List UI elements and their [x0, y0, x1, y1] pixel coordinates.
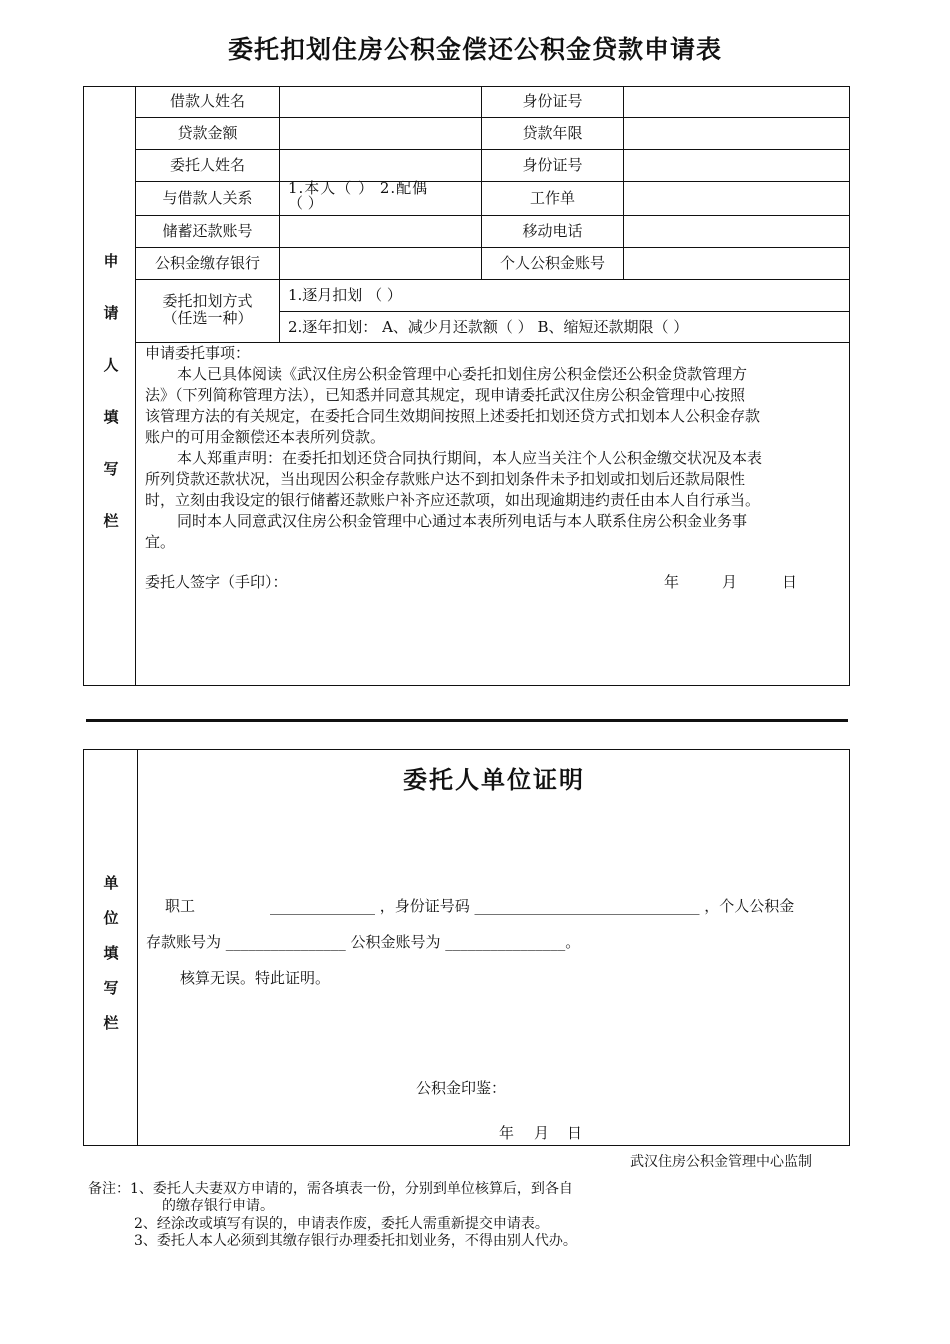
borrower-id-label: 身份证号	[522, 92, 583, 110]
employer-label: 工作单	[529, 189, 575, 207]
fund-account-field[interactable]	[626, 254, 846, 274]
principal-id-field[interactable]	[626, 156, 846, 176]
supervisor-note: 武汉住房公积金管理中心监制	[630, 1154, 812, 1170]
principal-name-label: 委托人姓名	[169, 156, 245, 174]
statement-block: 申请委托事项： 本人已具体阅读《武汉住房公积金管理中心委托扣划住房公积金偿还公积金贷款管理方 法》（下列简称管理方法），已知悉并同意其规定，现申请委托武汉住房公积金管理中心按照 该管理方法的有关规定，在委托合同生效期间按照上述委托扣划还贷方式扣划本人公积金存款 账户的可用金额偿还本表所列贷款。 本人郑重声明：在委托扣划还贷合同执行期间，本人应当关注个人公积金缴交状况及本表 所列贷款还款状况，当出现因公积金存款账户达不到扣划条件未予扣划或扣划后还款局限性 时，立刻由我设定的银行储蓄还款账户补齐应还款项，如出现逾期违约责任由本人自行承当。 同时本人同意武汉住房公积金管理中心通过本表所列电话与本人联系住房公积金业务事 宜。	[145, 343, 845, 553]
borrower-name-field[interactable]	[282, 92, 478, 112]
sign-month-label: 月	[722, 573, 738, 591]
sign-day-label: 日	[782, 573, 798, 591]
deduction-option-monthly[interactable]: 1.逐月扣划 （ ）	[288, 286, 402, 304]
signature-label: 委托人签字（手印）：	[145, 573, 288, 591]
statement-heading: 申请委托事项：	[145, 344, 251, 362]
relationship-label: 与借款人关系	[162, 189, 253, 207]
seal-year-label: 年	[499, 1124, 515, 1142]
mobile-phone-label: 移动电话	[522, 222, 583, 240]
mobile-phone-field[interactable]	[626, 222, 846, 242]
note-1: 备注：1、委托人夫妻双方申请的，需各填表一份，分别到单位核算后，到各自	[88, 1181, 573, 1197]
employer-field[interactable]	[626, 189, 846, 209]
employer-side-label: 单 位 填 写 栏	[103, 874, 119, 1032]
cert-line-accounts[interactable]: 存款账号为 ________________ 公积金账号为 ________________。	[146, 933, 581, 951]
deduction-option-yearly[interactable]: 2.逐年扣划： A、减少月还款额（ ） B、缩短还款期限（ ）	[288, 318, 689, 336]
note-3: 3、委托人本人必须到其缴存银行办理委托扣划业务，不得由别人代办。	[134, 1233, 577, 1249]
note-1-cont: 的缴存银行申请。	[162, 1198, 274, 1214]
seal-label: 公积金印鉴：	[416, 1079, 507, 1097]
borrower-name-label: 借款人姓名	[169, 92, 245, 110]
applicant-side-label: 申 请 人 填 写 栏	[103, 252, 119, 530]
borrower-id-field[interactable]	[626, 92, 846, 112]
employer-cert-title: 委托人单位证明	[403, 766, 585, 794]
cert-line-employee[interactable]: ______________ ，身份证号码 ______________________________ ，个人公积金	[270, 897, 795, 915]
deposit-bank-label: 公积金缴存银行	[154, 254, 260, 272]
section-separator	[86, 719, 848, 722]
seal-month-label: 月	[534, 1124, 550, 1142]
savings-account-field[interactable]	[282, 222, 478, 242]
cert-line-employee-prefix: 职工	[165, 897, 196, 915]
cert-line-verified: 核算无误。特此证明。	[180, 969, 331, 987]
note-2: 2、经涂改或填写有误的，申请表作废，委托人需重新提交申请表。	[134, 1216, 549, 1232]
relationship-options[interactable]: 1.本人（ ） 2.配偶 （ ）	[288, 179, 429, 212]
loan-term-label: 贷款年限	[522, 124, 583, 142]
page-title: 委托扣划住房公积金偿还公积金贷款申请表	[227, 35, 722, 64]
fund-account-label: 个人公积金账号	[499, 254, 605, 272]
loan-amount-field[interactable]	[282, 124, 478, 144]
principal-id-label: 身份证号	[522, 156, 583, 174]
deduction-method-label: 委托扣划方式 （任选一种）	[162, 292, 253, 327]
seal-day-label: 日	[567, 1124, 583, 1142]
sign-year-label: 年	[664, 573, 680, 591]
signature-field[interactable]	[310, 573, 640, 593]
loan-term-field[interactable]	[626, 124, 846, 144]
principal-name-field[interactable]	[282, 156, 478, 176]
loan-amount-label: 贷款金额	[177, 124, 238, 142]
savings-account-label: 储蓄还款账号	[162, 222, 253, 240]
deposit-bank-field[interactable]	[282, 254, 478, 274]
